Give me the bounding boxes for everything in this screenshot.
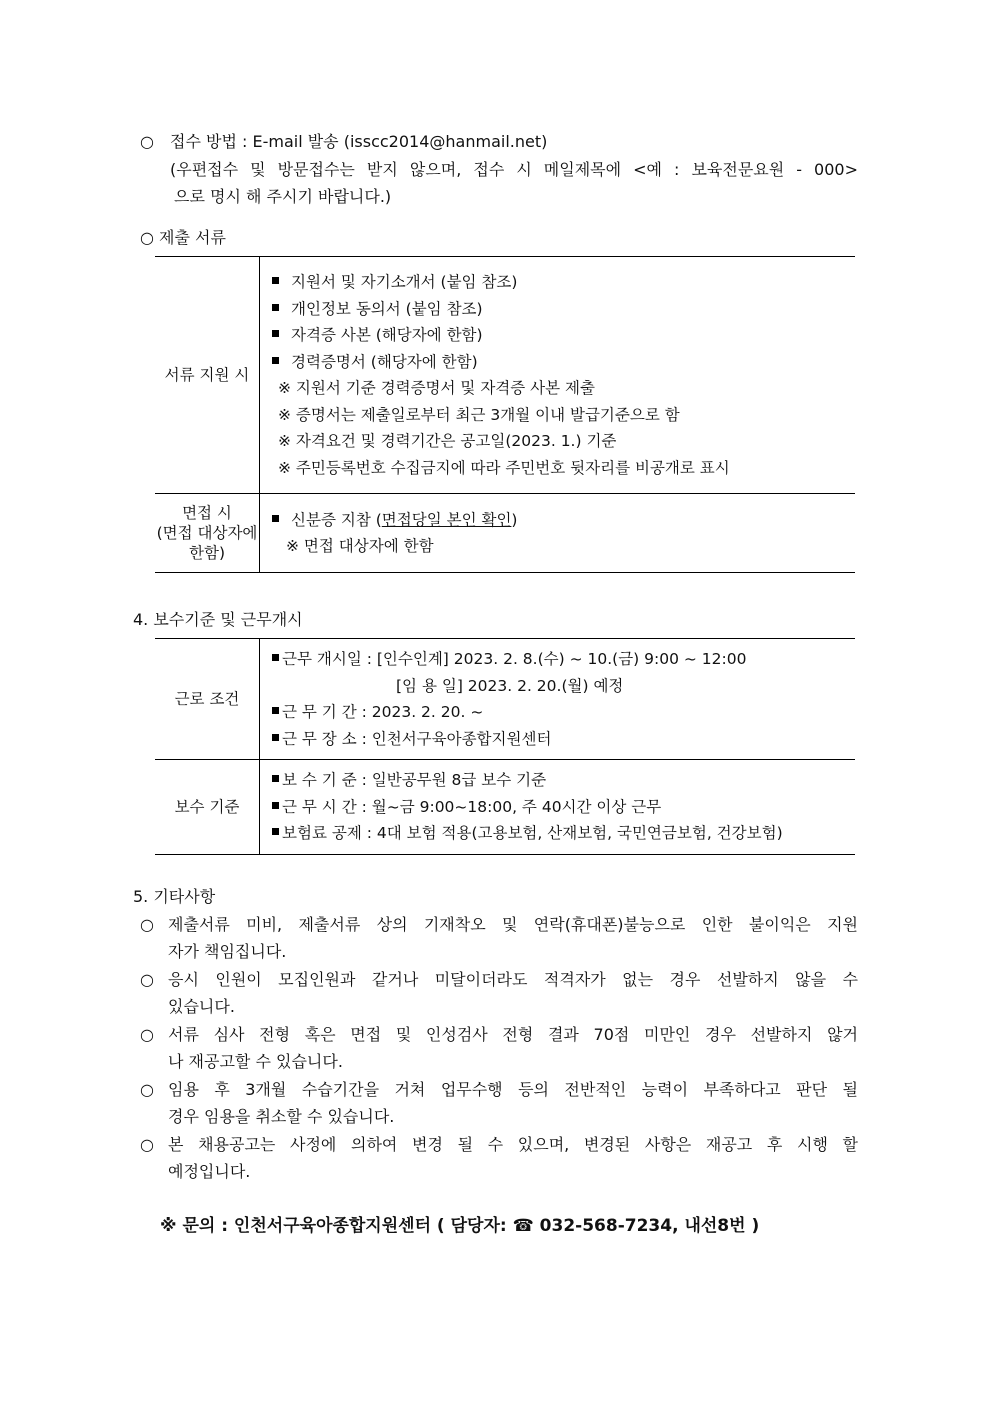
square-bullet-icon [272, 357, 279, 364]
docs-note: ※ 지원서 기준 경력증명서 및 자격증 사본 제출 [278, 379, 595, 397]
interview-label-line1: 면접 시 [182, 504, 232, 522]
square-bullet-icon [272, 654, 279, 661]
docs-row-application [155, 257, 855, 494]
work-line-text: 근 무 기 간 : 2023. 2. 20. ~ [282, 703, 484, 721]
docs-table [155, 256, 855, 573]
work-conditions-label: 근로 조건 [155, 639, 260, 760]
square-bullet-icon [272, 277, 279, 284]
work-conditions-content [260, 639, 856, 760]
docs-item-text: ) [511, 510, 518, 529]
docs-item [272, 296, 855, 323]
work-line [272, 726, 855, 753]
docs-heading: ○ 제출 서류 [140, 228, 226, 247]
notice-item-4-line1: 임용 후 3개월 수습기간을 거쳐 업무수행 등의 전반적인 능력이 부족하다고 판단 될 [168, 1080, 858, 1099]
docs-item-text: 경력증명서 (해당자에 한함) [291, 352, 478, 371]
square-bullet-icon [272, 330, 279, 337]
pay-line-text: 보 수 기 준 : 일반공무원 8급 보수 기준 [282, 771, 547, 789]
square-bullet-icon [272, 775, 279, 782]
circle-bullet: ○ [140, 1025, 154, 1044]
circle-bullet: ○ [140, 915, 154, 934]
notice-item-5-line2: 예정입니다. [168, 1162, 251, 1181]
docs-row-content [260, 494, 856, 573]
square-bullet-icon [272, 707, 279, 714]
pay-standard-label: 보수 기준 [155, 760, 260, 855]
receipt-note-line2: 으로 명시 해 주시기 바랍니다.) [174, 187, 392, 206]
docs-note: ※ 자격요건 및 경력기간은 공고일(2023. 1.) 기준 [278, 432, 617, 450]
work-line: [임 용 일] 2023. 2. 20.(월) 예정 [396, 676, 624, 695]
notice-item-3-line1: 서류 심사 전형 혹은 면접 및 인성검사 전형 결과 70점 미만인 경우 선발하지 않거 [168, 1025, 858, 1044]
docs-note: ※ 증명서는 제출일로부터 최근 3개월 이내 발급기준으로 함 [278, 405, 680, 424]
notice-item-1-line2: 자가 책임집니다. [168, 942, 287, 961]
notice-item-5-line1: 본 채용공고는 사정에 의하여 변경 될 수 있으며, 변경된 사항은 재공고 후 시행 할 [168, 1135, 858, 1154]
work-line [272, 699, 855, 726]
work-line [272, 646, 855, 673]
pay-line-text: 보험료 공제 : 4대 보험 적용(고용보험, 산재보험, 국민연금보험, 건강보험) [282, 824, 783, 842]
work-line-text: 근 무 장 소 : 인천서구육아종합지원센터 [282, 729, 552, 748]
receipt-note-line1: (우편접수 및 방문접수는 받지 않으며, 접수 시 메일제목에 <예 : 보육전문요원 - 000> [170, 160, 858, 179]
square-bullet-icon [272, 515, 279, 522]
pay-standard-row [155, 760, 855, 855]
docs-item [272, 269, 855, 296]
circle-bullet: ○ [140, 970, 154, 989]
pay-line-text: 근 무 시 간 : 월~금 9:00~18:00, 주 40시간 이상 근무 [282, 797, 662, 816]
square-bullet-icon [272, 304, 279, 311]
interview-label-line2: (면접 대상자에 [156, 524, 258, 542]
docs-item [272, 507, 855, 534]
docs-item-text: 지원서 및 자기소개서 (붙임 참조) [291, 273, 518, 291]
square-bullet-icon [272, 828, 279, 835]
docs-item-text: 신분증 지참 ( [291, 510, 382, 529]
docs-row-content [260, 257, 856, 494]
docs-item [272, 349, 855, 376]
notice-item-2-line2: 있습니다. [168, 997, 235, 1016]
docs-item-text: 자격증 사본 (해당자에 한함) [291, 326, 483, 344]
docs-row-label: 서류 지원 시 [155, 257, 260, 494]
receipt-method-text: 접수 방법 : E-mail 발송 (isscc2014@hanmail.net) [170, 132, 548, 151]
notice-item-1-line1: 제출서류 미비, 제출서류 상의 기재착오 및 연락(휴대폰)불능으로 인한 불이익은 지원 [168, 915, 858, 934]
section4-heading: 4. 보수기준 및 근무개시 [133, 610, 303, 629]
circle-bullet: ○ [140, 1135, 154, 1154]
docs-note: ※ 주민등록번호 수집금지에 따라 주민번호 뒷자리를 비공개로 표시 [278, 458, 730, 477]
notice-item-4-line2: 경우 임용을 취소할 수 있습니다. [168, 1107, 395, 1126]
pay-line [272, 767, 855, 794]
docs-item [272, 322, 855, 349]
work-line-text: 근무 개시일 : [인수인계] 2023. 2. 8.(수) ~ 10.(금) 9:00 ~ 12:00 [282, 650, 747, 668]
docs-row-label [155, 494, 260, 573]
pay-standard-content [260, 760, 856, 855]
square-bullet-icon [272, 802, 279, 809]
section5-heading: 5. 기타사항 [133, 887, 216, 906]
docs-note: ※ 면접 대상자에 한함 [286, 537, 434, 555]
pay-table [155, 638, 855, 855]
pay-line [272, 820, 855, 847]
receipt-bullet: ○ [140, 132, 154, 151]
interview-label-line3: 한함) [189, 544, 225, 562]
docs-item-underlined: 면접당일 본인 확인 [381, 510, 512, 529]
square-bullet-icon [272, 734, 279, 741]
receipt-method-line [140, 130, 547, 154]
contact-info: ※ 문의 : 인천서구육아종합지원센터 ( 담당자: ☎ 032-568-7234, 내선8번 ) [160, 1216, 760, 1236]
notice-item-2-line1: 응시 인원이 모집인원과 같거나 미달이더라도 적격자가 없는 경우 선발하지 않을 수 [168, 970, 858, 989]
pay-line [272, 794, 855, 821]
work-conditions-row [155, 639, 855, 760]
notice-item-3-line2: 나 재공고할 수 있습니다. [168, 1052, 343, 1071]
circle-bullet: ○ [140, 1080, 154, 1099]
docs-item-text: 개인정보 동의서 (붙임 참조) [291, 299, 483, 318]
docs-row-interview [155, 494, 855, 573]
